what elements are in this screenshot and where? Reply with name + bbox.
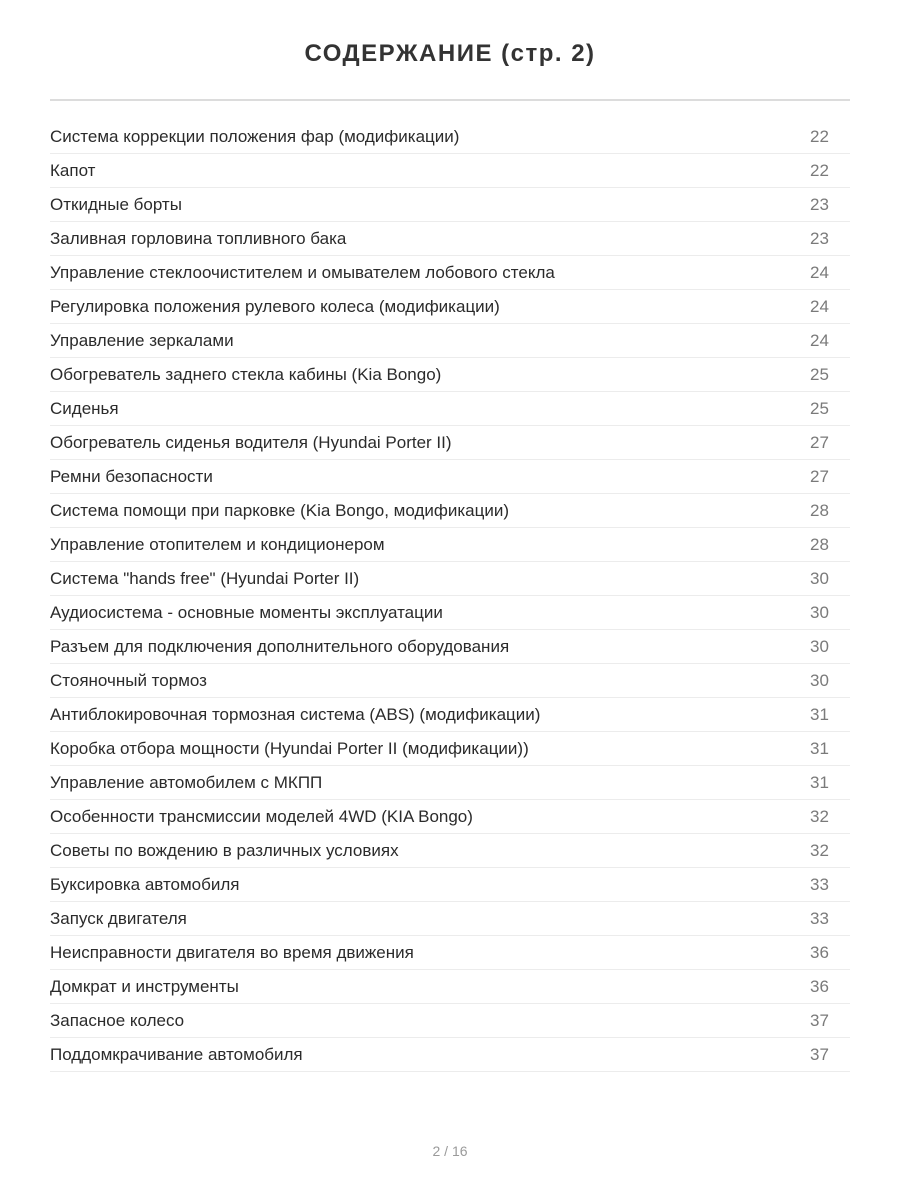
toc-entry-title: Система "hands free" (Hyundai Porter II) [50,568,360,588]
toc-entry-title: Регулировка положения рулевого колеса (модификации) [50,296,500,316]
toc-entry-title: Запуск двигателя [50,908,187,928]
toc-entry-title: Заливная горловина топливного бака [50,228,347,248]
toc-entry-title: Обогреватель заднего стекла кабины (Kia Bongo) [50,364,442,384]
toc-entry[interactable] [50,868,850,902]
toc-entry-page-number: 23 [810,228,829,248]
toc-entry[interactable] [50,256,850,290]
page-title: СОДЕРЖАНИЕ (стр. 2) [304,40,596,67]
toc-entry[interactable] [50,800,850,834]
toc-entry-title: Советы по вождению в различных условиях [50,840,399,860]
toc-entry-page-number: 31 [810,772,829,792]
toc-entry-page-number: 28 [810,500,829,520]
toc-entry[interactable] [50,392,850,426]
toc-entry-title: Управление отопителем и кондиционером [50,534,385,554]
toc-entry-title: Неисправности двигателя во время движения [50,942,414,962]
toc-entry-page-number: 36 [810,976,829,996]
toc-entry-title: Управление стеклоочистителем и омывателем лобового стекла [50,262,555,282]
toc-entry[interactable] [50,188,850,222]
toc-entry-title: Капот [50,160,96,180]
toc-entry-title: Антиблокировочная тормозная система (ABS) (модификации) [50,704,541,724]
toc-entry-title: Управление зеркалами [50,330,234,350]
toc-entry-page-number: 32 [810,840,829,860]
toc-entry-page-number: 37 [810,1044,829,1064]
toc-entry-title: Стояночный тормоз [50,670,207,690]
toc-entry-title: Особенности трансмиссии моделей 4WD (KIA Bongo) [50,806,473,826]
toc-entry-title: Запасное колесо [50,1010,185,1030]
toc-entry[interactable] [50,222,850,256]
toc-entry-page-number: 30 [810,670,829,690]
toc-entry-title: Управление автомобилем с МКПП [50,772,323,792]
toc-entry-page-number: 25 [810,364,829,384]
toc-entry[interactable] [50,834,850,868]
toc-entry[interactable] [50,630,850,664]
toc-entry[interactable] [50,970,850,1004]
toc-entry-title: Домкрат и инструменты [50,976,239,996]
toc-list [50,120,850,1072]
toc-entry-title: Сиденья [50,398,119,418]
toc-entry-page-number: 37 [810,1010,829,1030]
toc-entry-page-number: 23 [810,194,829,214]
toc-entry-page-number: 24 [810,330,829,350]
toc-entry-page-number: 22 [810,126,829,146]
toc-entry[interactable] [50,290,850,324]
toc-entry[interactable] [50,936,850,970]
toc-entry-title: Обогреватель сиденья водителя (Hyundai Porter II) [50,432,452,452]
toc-entry-page-number: 32 [810,806,829,826]
toc-entry-page-number: 24 [810,296,829,316]
toc-entry[interactable] [50,528,850,562]
toc-entry[interactable] [50,1004,850,1038]
page-indicator: 2 / 16 [432,1143,468,1159]
toc-entry-title: Поддомкрачивание автомобиля [50,1044,303,1064]
toc-entry[interactable] [50,766,850,800]
toc-entry-page-number: 30 [810,636,829,656]
toc-entry-page-number: 27 [810,432,829,452]
toc-entry-page-number: 36 [810,942,829,962]
toc-entry-page-number: 33 [810,874,829,894]
toc-entry[interactable] [50,120,850,154]
toc-entry-page-number: 31 [810,738,829,758]
toc-entry-title: Аудиосистема - основные моменты эксплуатации [50,602,443,622]
toc-entry[interactable] [50,732,850,766]
toc-entry[interactable] [50,664,850,698]
toc-entry-page-number: 30 [810,602,829,622]
toc-entry-title: Разъем для подключения дополнительного оборудования [50,636,510,656]
toc-entry-page-number: 33 [810,908,829,928]
toc-entry-title: Коробка отбора мощности (Hyundai Porter II (модификации)) [50,738,529,758]
toc-entry-page-number: 25 [810,398,829,418]
toc-entry[interactable] [50,596,850,630]
toc-entry-title: Откидные борты [50,194,182,214]
toc-entry-title: Буксировка автомобиля [50,874,240,894]
toc-entry-page-number: 24 [810,262,829,282]
toc-entry-page-number: 22 [810,160,829,180]
title-divider [50,99,850,101]
toc-entry[interactable] [50,902,850,936]
toc-entry[interactable] [50,562,850,596]
toc-entry[interactable] [50,324,850,358]
toc-entry-page-number: 27 [810,466,829,486]
toc-entry[interactable] [50,698,850,732]
toc-entry-page-number: 31 [810,704,829,724]
toc-entry[interactable] [50,426,850,460]
toc-entry-title: Ремни безопасности [50,466,213,486]
toc-entry[interactable] [50,358,850,392]
toc-entry[interactable] [50,494,850,528]
toc-entry-page-number: 30 [810,568,829,588]
toc-entry[interactable] [50,460,850,494]
toc-entry[interactable] [50,1038,850,1072]
toc-entry-title: Система помощи при парковке (Kia Bongo, модификации) [50,500,509,520]
toc-entry-page-number: 28 [810,534,829,554]
toc-entry-title: Система коррекции положения фар (модификации) [50,126,460,146]
toc-entry[interactable] [50,154,850,188]
